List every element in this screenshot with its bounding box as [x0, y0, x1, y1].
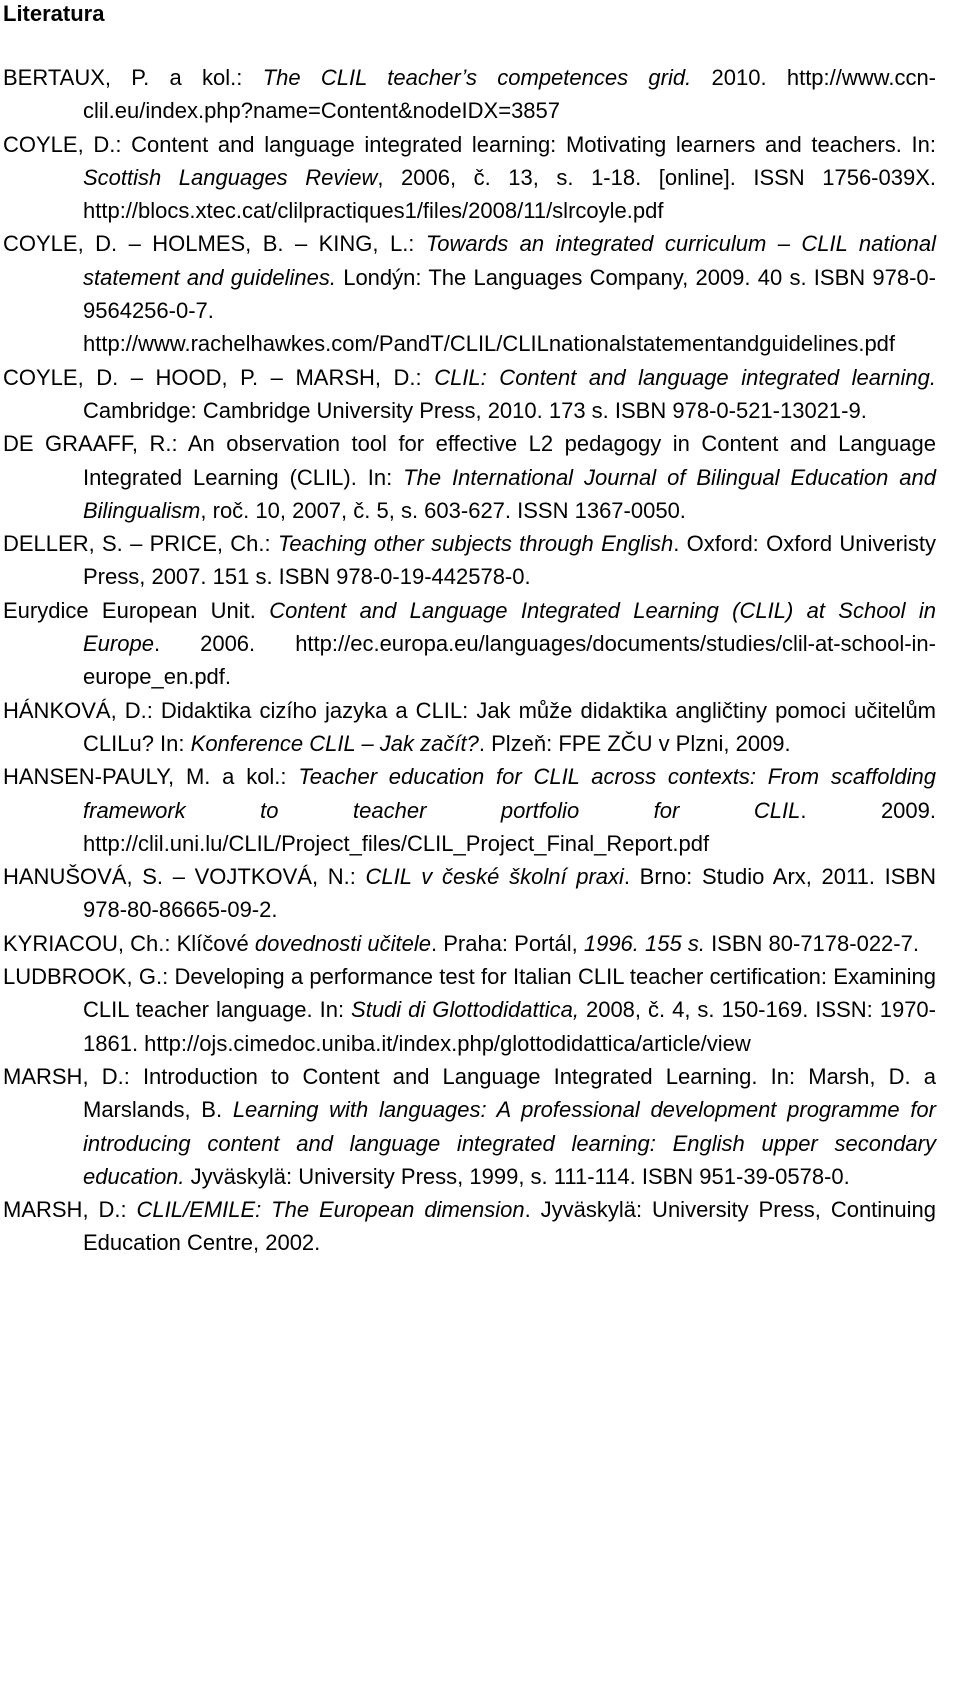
reference-title-text: Studi di Glottodidattica,: [351, 997, 579, 1023]
reference-entry: [3, 860, 936, 927]
reference-text: . Jyväskylä: University Press, Continuing Education Centre, 2002.: [83, 1197, 937, 1256]
reference-entry: [3, 128, 936, 228]
reference-text: MARSH, D.:: [3, 1197, 137, 1223]
reference-text: . 2009. http://clil.uni.lu/CLIL/Project_files/CLIL_Project_Final_Report.pdf: [83, 797, 936, 856]
reference-entry: [3, 227, 936, 360]
reference-title-text: Scottish Languages Review: [83, 164, 378, 190]
reference-entry: [3, 960, 936, 1060]
page-title: Literatura: [3, 1, 105, 26]
reference-title-text: Konference CLIL – Jak začít?: [190, 730, 479, 756]
reference-title-text: The CLIL teacher’s competences grid.: [262, 65, 692, 90]
reference-text: ISBN 80-7178-022-7.: [704, 930, 919, 956]
reference-text: . Plzeň: FPE ZČU v Plzni, 2009.: [478, 730, 791, 756]
reference-text: COYLE, D.: Content and language integrated learning: Motivating learners and teachers. In:: [3, 131, 936, 157]
reference-title-text: dovednosti učitele: [254, 930, 431, 956]
reference-text: 2008, č. 4, s. 150-169. ISSN: 1970-1861. http://ojs.cimedoc.uniba.it/index.php/glottodidattica/article/view: [83, 997, 936, 1056]
reference-text: HANSEN-PAULY, M. a kol.:: [3, 764, 299, 790]
reference-title-text: CLIL v české školní praxi: [365, 864, 624, 890]
reference-title-text: Teaching other subjects through English: [277, 531, 674, 557]
reference-text: BERTAUX, P. a kol.:: [3, 65, 263, 90]
reference-text: DELLER, S. – PRICE, Ch.:: [3, 531, 278, 557]
reference-entry: [3, 927, 936, 960]
reference-text: Eurydice European Unit.: [3, 597, 270, 623]
reference-text: 2010. http://www.ccn-clil.eu/index.php?name=Content&nodeIDX=3857: [83, 65, 936, 124]
reference-text: . Oxford: Oxford Univeristy Press, 2007. 151 s. ISBN 978-0-19-442578-0.: [83, 531, 936, 590]
reference-text: Londýn: The Languages Company, 2009. 40 s. ISBN 978-0-9564256-0-7. http://www.rachelhawkes.com/PandT/CLIL/CLILnationalstatementandguidelines.pdf: [83, 264, 936, 357]
reference-entry: [3, 594, 936, 694]
reference-text: Cambridge: Cambridge University Press, 2010. 173 s. ISBN 978-0-521-13021-9.: [83, 397, 867, 423]
reference-title-text: Content and Language Integrated Learning (CLIL) at School in Europe: [83, 597, 937, 657]
reference-title-text: CLIL: Content and language integrated learning.: [434, 364, 936, 390]
reference-entry: [3, 1193, 936, 1260]
reference-text: . Praha: Portál,: [430, 930, 584, 956]
reference-text: KYRIACOU, Ch.: Klíčové: [3, 930, 255, 956]
reference-text: . 2006. http://ec.europa.eu/languages/documents/studies/clil-at-school-in-europe_en.pdf.: [83, 631, 936, 690]
reference-text: MARSH, D.: Introduction to Content and Language Integrated Learning. In: Marsh, D. a Marslands, B.: [3, 1063, 936, 1123]
reference-text: COYLE, D. – HOOD, P. – MARSH, D.:: [3, 364, 435, 390]
reference-entry: [3, 1060, 936, 1193]
reference-text: , roč. 10, 2007, č. 5, s. 603-627. ISSN 1367-0050.: [200, 497, 686, 523]
reference-title-text: Teacher education for CLIL across contexts: From scaffolding framework to teacher portfolio for CLIL: [83, 764, 936, 823]
reference-entry: [3, 361, 936, 428]
reference-text: HANUŠOVÁ, S. – VOJTKOVÁ, N.:: [3, 864, 366, 890]
reference-text: , 2006, č. 13, s. 1-18. [online]. ISSN 1756-039X. http://blocs.xtec.cat/clilpractiques1/files/2008/11/slrcoyle.pdf: [83, 164, 937, 224]
reference-title-text: The International Journal of Bilingual Education and Bilingualism: [83, 464, 936, 523]
reference-text: . Brno: Studio Arx, 2011. ISBN 978-80-86665-09-2.: [83, 864, 936, 923]
reference-list: [3, 61, 936, 1260]
reference-text: HÁNKOVÁ, D.: Didaktika cizího jazyka a CLIL: Jak může didaktika angličtiny pomoci učitelům CLILu? In:: [3, 697, 936, 756]
reference-text: COYLE, D. – HOLMES, B. – KING, L.:: [3, 231, 426, 257]
reference-text: DE GRAAFF, R.: An observation tool for effective L2 pedagogy in Content and Language Integrated Learning (CLIL). In:: [3, 431, 936, 490]
reference-text: LUDBROOK, G.: Developing a performance test for Italian CLIL teacher certification: Examining CLIL teacher language. In:: [3, 964, 936, 1023]
reference-entry: [3, 694, 936, 761]
reference-entry: [3, 760, 936, 860]
reference-title-text: Towards an integrated curriculum – CLIL national statement and guidelines.: [83, 231, 936, 290]
reference-entry: [3, 527, 936, 594]
reference-title-text: CLIL/EMILE: The European dimension: [136, 1197, 525, 1223]
reference-title-text: 1996. 155 s.: [583, 930, 705, 956]
reference-entry: [3, 61, 936, 128]
reference-entry: [3, 427, 936, 527]
reference-text: Jyväskylä: University Press, 1999, s. 111-114. ISBN 951-39-0578-0.: [184, 1163, 850, 1189]
reference-title-text: Learning with languages: A professional development programme for introducing content and language integrated learning: English upper secondary education.: [83, 1097, 936, 1189]
